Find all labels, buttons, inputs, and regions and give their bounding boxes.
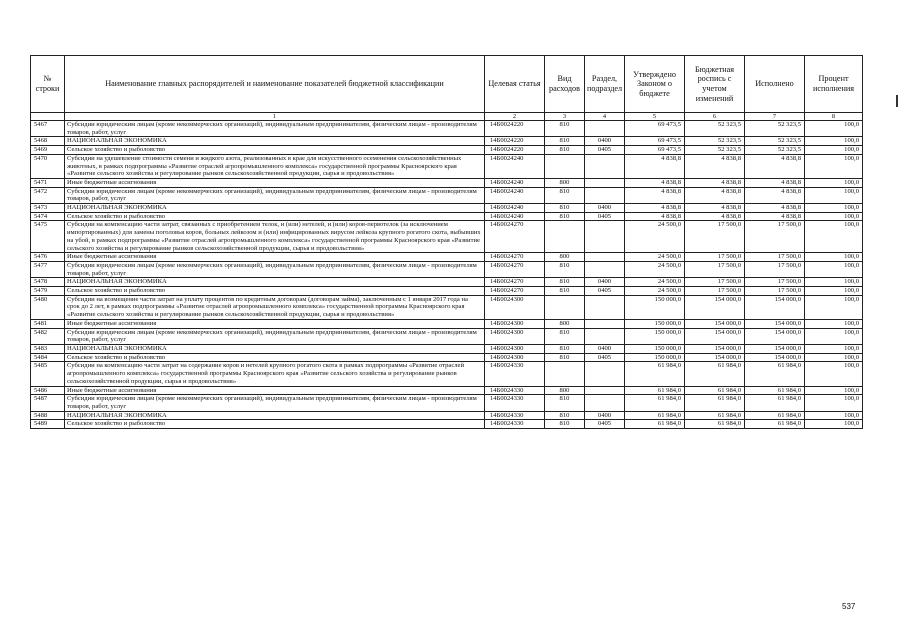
row-percent: 100,0 [805,353,863,362]
row-expense-type: 810 [545,395,585,411]
table-row [31,204,863,213]
row-section [585,121,625,137]
row-approved: 24 500,0 [625,261,685,277]
row-number: 5479 [31,287,65,296]
row-budget-list: 4 838,8 [685,212,745,221]
row-target-code: 14Б0024300 [485,353,545,362]
table-row [31,253,863,262]
table-row [31,328,863,344]
row-target-code: 14Б0024270 [485,253,545,262]
row-section: 0405 [585,420,625,429]
header-name: Наименование главных распорядителей и наименование показателей бюджетной классификации [65,56,485,113]
row-name: НАЦИОНАЛЬНАЯ ЭКОНОМИКА [65,137,485,146]
table-row [31,178,863,187]
row-section [585,386,625,395]
column-number: 3 [545,113,585,121]
table-row [31,420,863,429]
row-number: 5484 [31,353,65,362]
row-approved: 150 000,0 [625,319,685,328]
row-budget-list: 154 000,0 [685,295,745,319]
column-number: 2 [485,113,545,121]
row-percent: 100,0 [805,395,863,411]
row-approved: 61 984,0 [625,420,685,429]
header-expense-type: Вид расходов [545,56,585,113]
column-number: 6 [685,113,745,121]
row-expense-type [545,154,585,178]
row-executed: 4 838,8 [745,212,805,221]
row-name: Субсидии юридическим лицам (кроме некоммерческих организаций), индивидуальным предпринимателям, физическим лицам - производителям товаров, работ, услуг [65,395,485,411]
header-section: Раздел, подраздел [585,56,625,113]
table-row [31,287,863,296]
row-number: 5488 [31,411,65,420]
row-percent: 100,0 [805,154,863,178]
row-target-code: 14Б0024220 [485,121,545,137]
row-approved: 24 500,0 [625,287,685,296]
row-section: 0405 [585,353,625,362]
budget-report-sheet [30,55,862,429]
row-percent: 100,0 [805,344,863,353]
row-percent: 100,0 [805,278,863,287]
row-target-code: 14Б0024330 [485,420,545,429]
row-section [585,253,625,262]
row-expense-type: 800 [545,319,585,328]
row-budget-list: 61 984,0 [685,395,745,411]
table-header-row [31,56,863,113]
row-name: Субсидии юридическим лицам (кроме некоммерческих организаций), индивидуальным предпринимателям, физическим лицам - производителям товаров, работ, услуг [65,187,485,203]
row-executed: 154 000,0 [745,295,805,319]
header-percent: Процент исполнения [805,56,863,113]
row-budget-list: 17 500,0 [685,261,745,277]
row-name: НАЦИОНАЛЬНАЯ ЭКОНОМИКА [65,411,485,420]
row-budget-list: 61 984,0 [685,420,745,429]
row-number: 5473 [31,204,65,213]
table-row [31,261,863,277]
row-executed: 52 323,5 [745,121,805,137]
row-expense-type [545,295,585,319]
column-number: 7 [745,113,805,121]
row-approved: 61 984,0 [625,362,685,386]
row-approved: 4 838,8 [625,204,685,213]
row-approved: 69 473,5 [625,121,685,137]
row-percent: 100,0 [805,287,863,296]
row-section [585,154,625,178]
row-executed: 4 838,8 [745,154,805,178]
row-executed: 17 500,0 [745,287,805,296]
row-budget-list: 52 323,5 [685,146,745,155]
row-expense-type: 810 [545,146,585,155]
row-number: 5475 [31,221,65,253]
row-name: Иные бюджетные ассигнования [65,386,485,395]
row-section [585,221,625,253]
row-name: Субсидии юридическим лицам (кроме некоммерческих организаций), индивидуальным предпринимателям, физическим лицам - производителям товаров, работ, услуг [65,261,485,277]
row-target-code: 14Б0024300 [485,295,545,319]
table-row [31,362,863,386]
row-target-code: 14Б0024270 [485,221,545,253]
column-number: 5 [625,113,685,121]
row-expense-type: 810 [545,187,585,203]
row-budget-list: 61 984,0 [685,411,745,420]
row-name: НАЦИОНАЛЬНАЯ ЭКОНОМИКА [65,204,485,213]
header-budget-list: Бюджетная роспись с учетом изменений [685,56,745,113]
column-number [31,113,65,121]
row-number: 5467 [31,121,65,137]
row-executed: 154 000,0 [745,328,805,344]
row-budget-list: 61 984,0 [685,386,745,395]
row-number: 5470 [31,154,65,178]
row-executed: 52 323,5 [745,146,805,155]
table-row [31,411,863,420]
row-budget-list: 154 000,0 [685,353,745,362]
row-executed: 61 984,0 [745,395,805,411]
row-approved: 150 000,0 [625,328,685,344]
row-name: НАЦИОНАЛЬНАЯ ЭКОНОМИКА [65,344,485,353]
row-target-code: 14Б0024300 [485,344,545,353]
row-section: 0400 [585,278,625,287]
row-executed: 52 323,5 [745,137,805,146]
row-section [585,187,625,203]
row-executed: 154 000,0 [745,344,805,353]
row-percent: 100,0 [805,253,863,262]
row-executed: 61 984,0 [745,386,805,395]
row-name: Иные бюджетные ассигнования [65,178,485,187]
row-executed: 154 000,0 [745,319,805,328]
row-percent: 100,0 [805,386,863,395]
row-approved: 4 838,8 [625,154,685,178]
row-executed: 61 984,0 [745,420,805,429]
row-target-code: 14Б0024330 [485,386,545,395]
row-section: 0400 [585,137,625,146]
row-name: Сельское хозяйство и рыболовство [65,420,485,429]
column-number-row [31,113,863,121]
row-target-code: 14Б0024220 [485,146,545,155]
row-expense-type: 810 [545,121,585,137]
header-executed: Исполнено [745,56,805,113]
row-expense-type: 800 [545,386,585,395]
row-number: 5469 [31,146,65,155]
row-percent: 100,0 [805,137,863,146]
row-expense-type: 810 [545,411,585,420]
row-expense-type: 810 [545,328,585,344]
row-executed: 154 000,0 [745,353,805,362]
row-budget-list: 154 000,0 [685,328,745,344]
row-approved: 61 984,0 [625,411,685,420]
table-row [31,295,863,319]
row-name: Субсидии на возмещение части затрат на уплату процентов по кредитным договорам (договорам займа), заключенным с 1 января 2017 года на срок до 2 лет, в рамках подпрограммы «Развитие отраслей агропромышленного комплекса» государственной программы Красноярского края «Развитие сельского хозяйства и регулирование рынков сельскохозяйственной продукции, сырья и продовольствия» [65,295,485,319]
row-name: Сельское хозяйство и рыболовство [65,287,485,296]
row-percent: 100,0 [805,178,863,187]
row-number: 5481 [31,319,65,328]
row-number: 5472 [31,187,65,203]
row-expense-type [545,362,585,386]
table-row [31,121,863,137]
row-approved: 24 500,0 [625,221,685,253]
row-approved: 24 500,0 [625,278,685,287]
row-number: 5487 [31,395,65,411]
row-executed: 61 984,0 [745,362,805,386]
row-number: 5477 [31,261,65,277]
row-name: Субсидии юридическим лицам (кроме некоммерческих организаций), индивидуальным предпринимателям, физическим лицам - производителям товаров, работ, услуг [65,328,485,344]
table-row [31,395,863,411]
row-approved: 61 984,0 [625,386,685,395]
row-expense-type: 800 [545,178,585,187]
row-approved: 24 500,0 [625,253,685,262]
row-number: 5468 [31,137,65,146]
row-percent: 100,0 [805,204,863,213]
row-percent: 100,0 [805,121,863,137]
row-target-code: 14Б0024300 [485,319,545,328]
row-target-code: 14Б0024270 [485,278,545,287]
row-percent: 100,0 [805,212,863,221]
row-number: 5482 [31,328,65,344]
row-section: 0405 [585,146,625,155]
header-target: Целевая статья [485,56,545,113]
row-approved: 69 473,5 [625,137,685,146]
row-name: Субсидии на компенсацию части затрат на содержание коров и нетелей крупного рогатого скота в рамках подпрограммы «Развитие отраслей агропромышленного комплекса» государственной программы Красноярского края «Развитие сельского хозяйства и регулирование рынков сельскохозяйственной продукции, сырья и продовольствия» [65,362,485,386]
row-name: Сельское хозяйство и рыболовство [65,146,485,155]
row-executed: 17 500,0 [745,221,805,253]
row-executed: 4 838,8 [745,187,805,203]
row-expense-type: 800 [545,253,585,262]
row-section [585,261,625,277]
table-row [31,344,863,353]
row-name: Сельское хозяйство и рыболовство [65,212,485,221]
row-expense-type: 810 [545,278,585,287]
column-number: 8 [805,113,863,121]
row-approved: 150 000,0 [625,344,685,353]
row-percent: 100,0 [805,362,863,386]
row-section [585,178,625,187]
row-budget-list: 154 000,0 [685,319,745,328]
row-percent: 100,0 [805,319,863,328]
row-number: 5476 [31,253,65,262]
row-target-code: 14Б0024220 [485,137,545,146]
row-expense-type: 810 [545,261,585,277]
row-budget-list: 17 500,0 [685,221,745,253]
row-number: 5485 [31,362,65,386]
scan-edge-mark [896,95,898,107]
row-target-code: 14Б0024240 [485,187,545,203]
row-executed: 17 500,0 [745,261,805,277]
table-row [31,386,863,395]
row-budget-list: 4 838,8 [685,187,745,203]
row-number: 5478 [31,278,65,287]
row-executed: 4 838,8 [745,204,805,213]
row-executed: 61 984,0 [745,411,805,420]
row-approved: 4 838,8 [625,178,685,187]
row-percent: 100,0 [805,295,863,319]
row-target-code: 14Б0024240 [485,212,545,221]
row-executed: 17 500,0 [745,253,805,262]
row-percent: 100,0 [805,187,863,203]
row-budget-list: 4 838,8 [685,154,745,178]
row-section: 0405 [585,212,625,221]
row-target-code: 14Б0024330 [485,395,545,411]
row-section [585,395,625,411]
row-approved: 69 473,5 [625,146,685,155]
row-number: 5474 [31,212,65,221]
row-expense-type: 810 [545,420,585,429]
row-section [585,319,625,328]
row-target-code: 14Б0024330 [485,362,545,386]
row-name: Сельское хозяйство и рыболовство [65,353,485,362]
page-number: 537 [842,602,856,611]
table-row [31,137,863,146]
row-budget-list: 17 500,0 [685,278,745,287]
row-expense-type: 810 [545,287,585,296]
row-section: 0400 [585,204,625,213]
row-expense-type: 810 [545,344,585,353]
row-section [585,328,625,344]
row-target-code: 14Б0024240 [485,178,545,187]
table-body [31,121,863,429]
row-budget-list: 154 000,0 [685,344,745,353]
row-approved: 4 838,8 [625,212,685,221]
row-budget-list: 17 500,0 [685,253,745,262]
row-name: НАЦИОНАЛЬНАЯ ЭКОНОМИКА [65,278,485,287]
row-percent: 100,0 [805,146,863,155]
row-percent: 100,0 [805,221,863,253]
table-row [31,146,863,155]
row-number: 5480 [31,295,65,319]
row-name: Субсидии юридическим лицам (кроме некоммерческих организаций), индивидуальным предпринимателям, физическим лицам - производителям товаров, работ, услуг [65,121,485,137]
row-budget-list: 52 323,5 [685,137,745,146]
table-row [31,353,863,362]
row-expense-type: 810 [545,353,585,362]
column-number: 1 [65,113,485,121]
row-name: Субсидии на удешевление стоимости семени и жидкого азота, реализованных в крае для искусственного осеменения сельскохозяйственных животных, в рамках подпрограммы «Развитие отраслей агропромышленного комплекса» государственной программы Красноярского края «Развитие сельского хозяйства и регулирование рынков сельскохозяйственной продукции, сырья и продовольствия» [65,154,485,178]
row-expense-type: 810 [545,204,585,213]
header-row-no: № строки [31,56,65,113]
row-percent: 100,0 [805,420,863,429]
table-row [31,187,863,203]
row-target-code: 14Б0024270 [485,287,545,296]
row-name: Иные бюджетные ассигнования [65,253,485,262]
row-budget-list: 4 838,8 [685,204,745,213]
row-number: 5489 [31,420,65,429]
row-approved: 150 000,0 [625,353,685,362]
row-name: Субсидии на компенсацию части затрат, связанных с приобретением телок, и (или) нетелей, и (или) коров-первотелок (за исключением импортированных) для замены поголовья коров, больных лейкозом и (или) инфицированных вирусом лейкоза крупного рогатого скота, выбывших на убой, в рамках подпрограммы «Развитие отраслей агропромышленного комплекса» государственной программы Красноярского края «Развитие сельского хозяйства и регулирование рынков сельскохозяйственной продукции, сырья и продовольствия» [65,221,485,253]
row-expense-type: 810 [545,137,585,146]
row-number: 5483 [31,344,65,353]
row-budget-list: 52 323,5 [685,121,745,137]
row-percent: 100,0 [805,411,863,420]
row-section [585,295,625,319]
table-row [31,221,863,253]
row-executed: 17 500,0 [745,278,805,287]
row-target-code: 14Б0024240 [485,154,545,178]
row-target-code: 14Б0024270 [485,261,545,277]
row-budget-list: 4 838,8 [685,178,745,187]
row-section: 0400 [585,344,625,353]
budget-table [30,55,863,429]
row-budget-list: 61 984,0 [685,362,745,386]
row-section: 0400 [585,411,625,420]
row-expense-type: 810 [545,212,585,221]
row-expense-type [545,221,585,253]
column-number: 4 [585,113,625,121]
row-budget-list: 17 500,0 [685,287,745,296]
header-approved: Утверждено Законом о бюджете [625,56,685,113]
row-target-code: 14Б0024300 [485,328,545,344]
row-number: 5486 [31,386,65,395]
row-approved: 150 000,0 [625,295,685,319]
row-percent: 100,0 [805,328,863,344]
row-percent: 100,0 [805,261,863,277]
row-executed: 4 838,8 [745,178,805,187]
row-number: 5471 [31,178,65,187]
row-name: Иные бюджетные ассигнования [65,319,485,328]
table-row [31,319,863,328]
row-target-code: 14Б0024240 [485,204,545,213]
table-row [31,278,863,287]
table-row [31,212,863,221]
table-row [31,154,863,178]
row-target-code: 14Б0024330 [485,411,545,420]
row-section [585,362,625,386]
row-approved: 4 838,8 [625,187,685,203]
row-section: 0405 [585,287,625,296]
row-approved: 61 984,0 [625,395,685,411]
